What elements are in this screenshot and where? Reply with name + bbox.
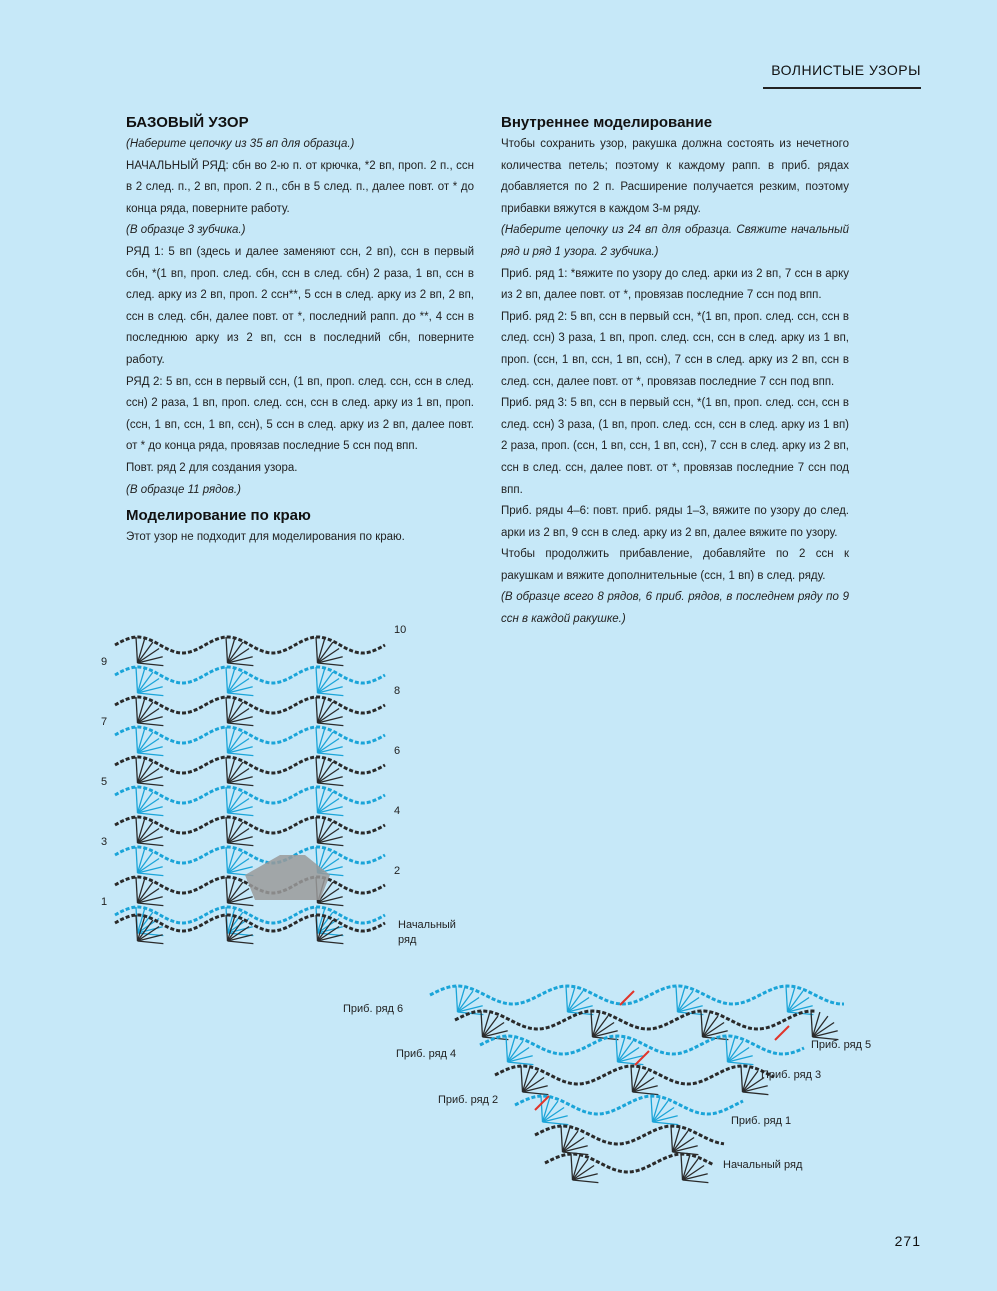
shell-stitch xyxy=(683,1180,709,1183)
shell-stitch xyxy=(136,727,138,753)
shell-stitch xyxy=(566,986,568,1012)
row-number-8: 8 xyxy=(394,685,401,697)
shell-stitch xyxy=(228,753,254,756)
row-number-6: 6 xyxy=(394,745,401,757)
page-number: 271 xyxy=(894,1233,921,1249)
left-paragraph-4: РЯД 2: 5 вп, ссн в первый ссн, (1 вп, проп. след. ссн, ссн в след. ссн) 2 раза, 1 вп, проп. след. ссн, ссн в след. арку из 1 вп, проп. (ссн, 1 вп, ссн, 1 вп, ссн), 5 ссн в след. арку из 2 вп, далее повт. от * до конца ряда, провязав последние 5 ссн под впп. xyxy=(126,375,474,453)
row-number-4: 4 xyxy=(394,805,401,817)
right-paragraph-0: Чтобы сохранить узор, ракушка должна состоять из нечетного количества петель; поэтому к каждому рапп. в приб. рядах добавляется по 2 п. Расширение получается резким, поэтому прибавки вяжутся в каждом 3-м ряду. xyxy=(501,138,849,215)
row-number-2: 2 xyxy=(394,865,401,877)
right-paragraph-3: Приб. ряд 2: 5 вп, ссн в первый ссн, *(1 вп, проп. след. ссн, ссн в след. ссн) 3 раза, 1 вп, проп. след. ссн, ссн в след. арку из 1 вп, проп. (ссн, 1 вп, ссн, 1 вп, ссн), 7 ссн в след. арку из 2 вп, ссн в след. ссн, далее повт. от *, провязав последние 7 ссн под впп. xyxy=(501,310,849,388)
shell-stitch xyxy=(228,813,254,816)
left-paragraph-5: Повт. ряд 2 для создания узора. xyxy=(126,461,298,474)
basic-pattern-chart xyxy=(95,605,475,955)
shell-stitch xyxy=(508,1062,534,1065)
right-paragraph-6: Чтобы продолжить прибавление, добавляйте по 2 ссн к ракушкам и вяжите дополнительные (ссн, 1 вп) в след. ряду. xyxy=(501,548,849,582)
shell-stitch xyxy=(136,667,138,693)
left-paragraph-1: НАЧАЛЬНЫЙ РЯД: сбн во 2-ю п. от крючка, *2 вп, проп. 2 п., ссн в 2 след. п., 2 вп, проп. 2 п., сбн в 5 след. п., далее повт. от * до конца ряда, поверните работу. xyxy=(126,159,474,215)
row-number-7: 7 xyxy=(101,716,108,728)
shell-stitch xyxy=(316,757,318,783)
shell-stitch xyxy=(136,757,138,783)
shell-stitch xyxy=(573,1180,599,1183)
stitch-row-inc-1 xyxy=(455,1011,815,1029)
shell-stitch xyxy=(561,1126,563,1152)
shell-stitch xyxy=(138,941,164,944)
label-inc-row-5: Приб. ряд 5 xyxy=(811,1039,872,1051)
edge-shaping-text: Этот узор не подходит для моделирования по краю. xyxy=(126,531,405,544)
shell-stitch xyxy=(138,693,164,696)
shell-stitch xyxy=(138,753,164,756)
shell-stitch xyxy=(318,723,344,726)
shell-stitch xyxy=(136,817,138,843)
shell-stitch xyxy=(316,637,318,663)
shell-stitch xyxy=(316,787,318,813)
shell-stitch xyxy=(786,986,788,1012)
shell-stitch xyxy=(671,1126,673,1152)
row-number-5: 5 xyxy=(101,776,108,788)
shell-stitch xyxy=(226,787,228,813)
shell-stitch xyxy=(318,903,344,906)
shell-stitch xyxy=(653,1122,679,1125)
shell-stitch xyxy=(676,986,678,1012)
stitch-row-inc-2 xyxy=(480,1036,804,1054)
foundation-label-line2: ряд xyxy=(398,934,417,946)
shell-stitch xyxy=(571,1154,573,1180)
shell-stitch xyxy=(226,847,228,873)
shell-stitch xyxy=(456,986,458,1012)
shell-stitch xyxy=(543,1122,569,1125)
shell-stitch xyxy=(741,1066,743,1092)
shell-stitch xyxy=(226,667,228,693)
basic-pattern-title: БАЗОВЫЙ УЗОР xyxy=(126,114,249,131)
shell-stitch xyxy=(521,1066,523,1092)
right-column xyxy=(501,112,849,631)
shell-stitch xyxy=(618,1062,644,1065)
stitch-row-inc-5 xyxy=(535,1126,724,1144)
shell-stitch xyxy=(138,903,164,906)
shell-stitch xyxy=(228,903,254,906)
shell-stitch xyxy=(316,817,318,843)
shell-stitch xyxy=(318,843,344,846)
shell-stitch xyxy=(228,783,254,786)
shell-stitch xyxy=(138,873,164,876)
stitch-row-inc-3 xyxy=(495,1066,774,1084)
shell-stitch xyxy=(318,693,344,696)
shell-stitch xyxy=(226,817,228,843)
left-paragraph-6: (В образце 11 рядов.) xyxy=(126,483,241,496)
row-number-3: 3 xyxy=(101,836,108,848)
shell-stitch xyxy=(316,697,318,723)
stitch-row-inc-0 xyxy=(430,986,844,1004)
shell-stitch xyxy=(228,941,254,944)
shell-stitch xyxy=(136,697,138,723)
shell-stitch xyxy=(541,1096,543,1122)
internal-shaping-title: Внутреннее моделирование xyxy=(501,114,713,131)
internal-shaping-chart xyxy=(335,925,895,1185)
shell-stitch xyxy=(138,813,164,816)
foundation-label-line1: Начальный xyxy=(398,919,456,931)
shell-stitch xyxy=(316,727,318,753)
shell-stitch xyxy=(523,1092,549,1095)
label-foundation-row: Начальный ряд xyxy=(723,1159,803,1171)
shell-stitch xyxy=(316,667,318,693)
added-stitch-0 xyxy=(620,991,634,1005)
shell-stitch xyxy=(226,697,228,723)
label-inc-row-6: Приб. ряд 6 xyxy=(343,1003,404,1015)
shell-stitch xyxy=(728,1062,754,1065)
left-paragraph-0: (Наберите цепочку из 35 вп для образца.) xyxy=(126,138,355,150)
chart1-rows xyxy=(115,637,385,944)
shell-stitch xyxy=(228,693,254,696)
header-rule xyxy=(763,87,921,89)
shell-stitch xyxy=(318,663,344,666)
shell-stitch xyxy=(743,1092,769,1095)
label-inc-row-2: Приб. ряд 2 xyxy=(438,1094,499,1106)
shell-stitch xyxy=(136,787,138,813)
section-title: ВОЛНИСТЫЕ УЗОРЫ xyxy=(771,62,921,78)
added-stitch-2 xyxy=(775,1026,789,1040)
shell-stitch xyxy=(136,637,138,663)
shell-stitch xyxy=(318,813,344,816)
right-paragraph-7: (В образце всего 8 рядов, 6 приб. рядов, в последнем ряду по 9 ссн в каждой ракушке.) xyxy=(501,591,849,626)
label-inc-row-3: Приб. ряд 3 xyxy=(761,1069,822,1081)
added-stitch-1 xyxy=(635,1051,649,1065)
shell-stitch xyxy=(318,783,344,786)
label-inc-row-1: Приб. ряд 1 xyxy=(731,1115,792,1127)
shell-stitch xyxy=(138,663,164,666)
shell-stitch xyxy=(633,1092,659,1095)
right-paragraph-5: Приб. ряды 4–6: повт. приб. ряды 1–3, вяжите по узору до след. арки из 2 вп, 9 ссн в след. арку из 2 вп, далее вяжите по узору. xyxy=(501,505,849,539)
edge-shaping-title: Моделирование по краю xyxy=(126,507,311,525)
shell-stitch xyxy=(138,783,164,786)
right-paragraph-4: Приб. ряд 3: 5 вп, ссн в первый ссн, *(1 вп, проп. след. ссн, ссн в след. ссн) 3 раза, (1 вп, проп. след. ссн, ссн в след. арку из 1 вп) 2 раза, проп. (ссн, 1 вп, ссн, 1 вп, ссн), 7 ссн в след. арку из 2 вп, ссн в след. ссн, далее повт. от *, провязав последние 7 ссн под впп. xyxy=(501,397,849,496)
right-paragraph-2: Приб. ряд 1: *вяжите по узору до след. арки из 2 вп, 7 ссн в арку из 2 вп, далее повт. от *, провязав последние 7 ссн под впп. xyxy=(501,267,849,302)
shell-stitch xyxy=(226,637,228,663)
shell-stitch xyxy=(226,727,228,753)
shell-stitch xyxy=(651,1096,653,1122)
shell-stitch xyxy=(228,723,254,726)
row-number-9: 9 xyxy=(101,656,108,668)
left-column xyxy=(126,112,474,549)
shell-stitch xyxy=(136,847,138,873)
row-number-1: 1 xyxy=(101,896,108,908)
left-paragraph-3: РЯД 1: 5 вп (здесь и далее заменяют ссн, 2 вп), ссн в первый сбн, *(1 вп, проп. след. сбн, ссн в след. сбн) 2 раза, 1 вп, ссн в след. арку из 2 вп, проп. 2 ссн**, 5 ссн в след. арку из 2 вп, 2 вп, ссн в след. сбн, далее повт. от *, последний рапп. до **, 4 ссн в последнюю арку из 2 вп, ссн в последний сбн, поверните работу. xyxy=(126,245,474,366)
shell-stitch xyxy=(138,723,164,726)
label-inc-row-4: Приб. ряд 4 xyxy=(396,1048,457,1060)
shell-stitch xyxy=(681,1154,683,1180)
shell-stitch xyxy=(631,1066,633,1092)
shell-stitch xyxy=(226,877,228,903)
shell-stitch xyxy=(318,753,344,756)
shell-stitch xyxy=(228,663,254,666)
right-paragraph-1: (Наберите цепочку из 24 вп для образца. Свяжите начальный ряд и ряд 1 узора. 2 зубчика.) xyxy=(501,224,849,258)
row-number-10: 10 xyxy=(394,624,407,636)
shell-stitch xyxy=(228,843,254,846)
shell-stitch xyxy=(226,757,228,783)
shell-stitch xyxy=(138,843,164,846)
left-paragraph-2: (В образце 3 зубчика.) xyxy=(126,224,246,237)
chart2-rows xyxy=(430,986,844,1183)
shell-stitch xyxy=(136,877,138,903)
